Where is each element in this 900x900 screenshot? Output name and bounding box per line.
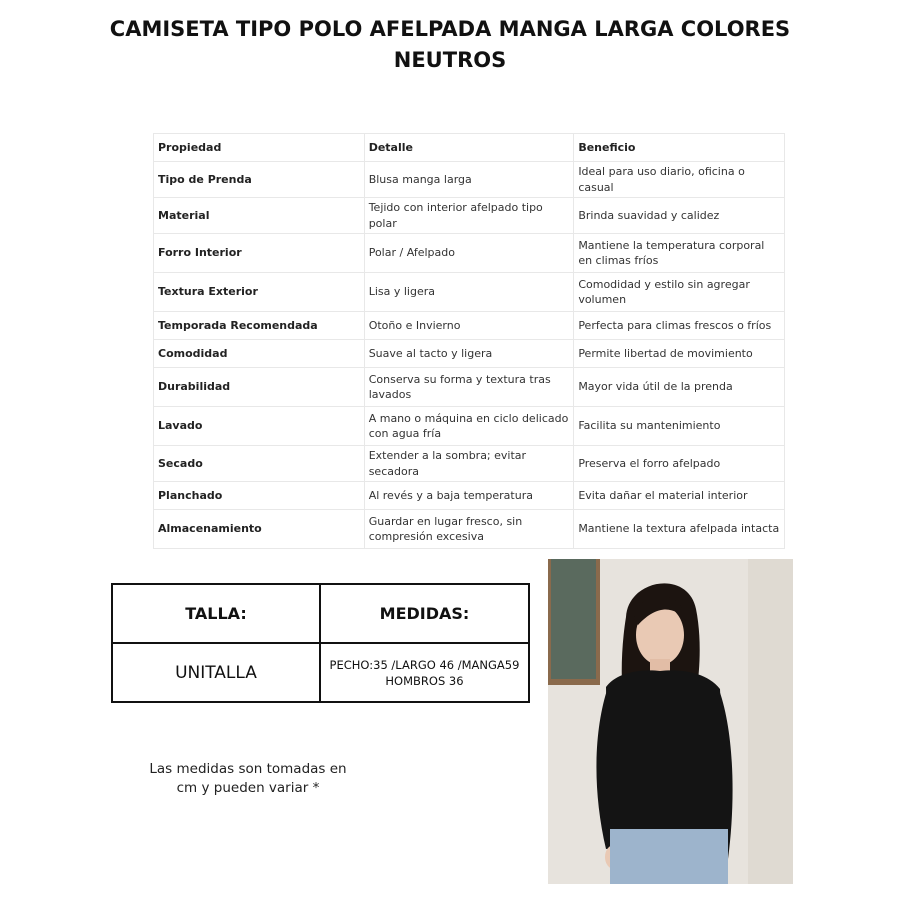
cell-beneficio: Brinda suavidad y calidez [574,198,785,234]
title-line-1: CAMISETA TIPO POLO AFELPADA MANGA LARGA COLORES [109,17,791,41]
cell-beneficio: Mayor vida útil de la prenda [574,368,785,407]
cell-detalle: Al revés y a baja temperatura [364,482,574,510]
cell-propiedad: Textura Exterior [154,273,365,312]
cell-beneficio: Preserva el forro afelpado [574,446,785,482]
medidas-line-1: PECHO:35 /LARGO 46 /MANGA59 [329,657,520,672]
cell-propiedad: Secado [154,446,365,482]
talla-value [112,643,320,702]
cell-beneficio: Permite libertad de movimiento [574,340,785,368]
cell-beneficio: Mantiene la textura afelpada intacta [574,510,785,549]
medidas-line-2: HOMBROS 36 [385,673,464,688]
header-propiedad: Propiedad [154,134,365,162]
cell-detalle: Suave al tacto y ligera [364,340,574,368]
table-row [154,234,785,273]
table-row [154,368,785,407]
note-line-2: cm y pueden variar * [176,780,320,796]
cell-detalle: Extender a la sombra; evitar secadora [364,446,574,482]
table-row [154,446,785,482]
size-table-header [112,584,529,643]
talla-text: UNITALLA [175,662,257,683]
cell-detalle: A mano o máquina en ciclo delicado con agua fría [364,407,574,446]
cell-beneficio: Ideal para uso diario, oficina o casual [574,162,785,198]
table-row [154,482,785,510]
cell-detalle: Lisa y ligera [364,273,574,312]
cell-propiedad: Material [154,198,365,234]
header-beneficio: Beneficio [574,134,785,162]
cell-propiedad: Temporada Recomendada [154,312,365,340]
properties-table [153,133,785,549]
cell-beneficio: Facilita su mantenimiento [574,407,785,446]
table-row [154,340,785,368]
cell-propiedad: Tipo de Prenda [154,162,365,198]
cell-beneficio: Comodidad y estilo sin agregar volumen [574,273,785,312]
table-header-row [154,134,785,162]
cell-propiedad: Comodidad [154,340,365,368]
cell-beneficio: Perfecta para climas frescos o fríos [574,312,785,340]
header-talla: TALLA: [112,584,320,643]
cell-beneficio: Evita dañar el material interior [574,482,785,510]
table-row [154,162,785,198]
table-row [154,312,785,340]
cell-detalle: Otoño e Invierno [364,312,574,340]
note-line-1: Las medidas son tomadas en [149,761,347,777]
table-row [154,510,785,549]
size-table [111,583,530,703]
title-line-2: NEUTROS [393,48,507,72]
cell-propiedad: Almacenamiento [154,510,365,549]
cell-propiedad: Forro Interior [154,234,365,273]
measurement-note [140,760,356,798]
table-row [154,273,785,312]
medidas-value [320,643,529,702]
cell-detalle: Guardar en lugar fresco, sin compresión excesiva [364,510,574,549]
cell-detalle: Conserva su forma y textura tras lavados [364,368,574,407]
model-photo [548,559,793,884]
size-table-row [112,643,529,702]
header-medidas: MEDIDAS: [320,584,529,643]
page-title [100,14,800,76]
cell-propiedad: Durabilidad [154,368,365,407]
cell-beneficio: Mantiene la temperatura corporal en climas fríos [574,234,785,273]
cell-detalle: Blusa manga larga [364,162,574,198]
cell-propiedad: Lavado [154,407,365,446]
table-row [154,407,785,446]
model-photo-icon [548,559,793,884]
cell-detalle: Tejido con interior afelpado tipo polar [364,198,574,234]
cell-propiedad: Planchado [154,482,365,510]
table-row [154,198,785,234]
cell-detalle: Polar / Afelpado [364,234,574,273]
header-detalle: Detalle [364,134,574,162]
